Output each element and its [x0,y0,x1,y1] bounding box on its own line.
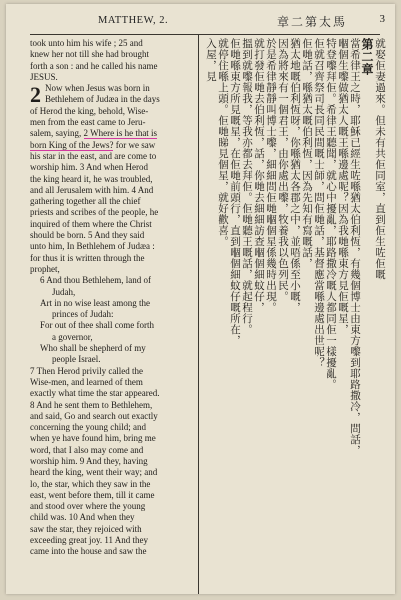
chinese-column: 就打發佢哋去伯利恆，話，你哋去細細訪查嗰個細蚊仔， [253,38,265,313]
text-line: inquired of them where the Christ [30,218,152,229]
text-line: forth a son : and he called his name [30,60,158,71]
text-line: came into the house and saw the [30,546,147,557]
text-line: of Herod the king, behold, Wise- [30,105,149,116]
chinese-column: 嗰個生嚟做猶太人嘅王喺邊處呢？因為我哋喺東方見佢嘅星， [337,38,349,335]
chapter-number: 2 [30,82,41,108]
text-line: and said, Go and search out exactly [30,410,158,421]
chinese-column: 入屋，見 [205,38,217,82]
text-line: gathering together all the chief [30,196,141,207]
page-number: 3 [379,13,385,25]
text-line [30,128,195,139]
text-line: when ye have found him, bring me [30,433,156,444]
quote-line: princes of Judah: [52,309,114,320]
chinese-column: 就停住喺上頭。佢哋睇見個星，就好歡喜。 [217,38,229,247]
quote-line: Who shall be shepherd of my [40,343,146,354]
text-line: the king heard it, he was troubled, [30,173,153,184]
text-line: word, that I also may come and [30,444,144,455]
text-line: heard the king, went their way; and [30,467,158,478]
quote-line: Art in no wise least among the [40,297,150,308]
text-line: child was. 10 And when they [30,512,135,523]
highlighted-text: born King of the Jews? [30,139,114,150]
running-head-english: MATTHEW, 2. [98,15,169,26]
text-line: Now when Jesus was born in [45,83,150,94]
text-line: worship him. 9 And they, having [30,455,148,466]
text-line: men from the east came to Jeru- [30,117,146,128]
chinese-column: 特登嚟拜佢。希律王聽聞，就心中擾亂，耶路撒冷嘅人都同佢一樣擾亂。 [325,38,337,390]
text-line: should be born. 5 And they said [30,230,145,241]
text-line: knew her not till she had brought [30,49,149,60]
text-line: prophet, [30,263,60,274]
chinese-chapter-heading: 第二章 [360,38,374,76]
text-line: Bethlehem of Judæa in the days [45,94,160,105]
chinese-column: 佢哋話，喺猶太嘅伯利恆，因為先知有寫嘅話， [301,38,313,269]
verses-7-11 [30,366,195,558]
highlighted-text: 2 Where is he that is [83,128,158,139]
text-line: 7 Then Herod privily called the [30,365,144,376]
running-head-chinese: 章二第太馬 [276,15,347,29]
chinese-column: 因為將來有一個君王，由你處出嚟，牧養我以色列民。 [277,38,289,302]
text-line: took unto him his wife ; 25 and [30,38,143,48]
bible-page [6,4,395,594]
chinese-column: 當希律王之時，耶穌已經生咗喺猶太伯利恆，有幾個博士由東方嚟到耶路撒冷，問話， [349,38,361,456]
chapter-2-start [30,83,195,275]
text-line: Wise-men, and learned of them [30,376,143,387]
text-fragment: salem, saying, [30,128,84,139]
page-header [6,4,395,34]
text-line: JESUS. [30,71,58,82]
quote-line: 6 And thou Bethlehem, land of [40,275,151,286]
column-divider [198,35,199,594]
quote-line: For out of thee shall come forth [40,320,154,331]
text-line: worship him. 3 And when Herod [30,162,148,173]
quote-line: a governor, [52,331,93,342]
text-line: for thus it is written through the [30,252,145,263]
header-rule [30,34,380,35]
text-line: exceeding great joy. 11 And they [30,535,149,546]
quote-line: Judah, [52,286,76,297]
text-line: exactly what time the star appeared. [30,388,160,399]
text-line: and all Jerusalem with him. 4 And [30,184,154,195]
text-line: unto him, In Bethlehem of Judæa : [30,241,155,252]
text-line: lo, the star, which they saw in the [30,478,151,489]
prophecy-quote [30,275,195,365]
text-fragment: for we saw [113,139,156,150]
text-line: concerning the young child; and [30,422,146,433]
text-line: east, went before them, till it came [30,489,155,500]
chinese-text-column [204,38,386,586]
text-line [30,140,195,151]
english-text-column [30,38,195,558]
quote-line: people Israel. [52,354,101,365]
text-line: saw the star, they rejoiced with [30,523,142,534]
text-line: priests and scribes of the people, he [30,207,159,218]
chinese-column: 搵到就嚟報我，等我亦都去拜佢。佢哋聽王嘅話，就起程行。 [241,38,253,335]
chinese-column: 猶太地嘅伯利恆呀，你喺猶太各郡之中，並唔係至小嘅， [289,38,301,313]
text-line: his star in the east, and are come to [30,150,157,161]
verse-1-25-end [30,38,195,83]
chinese-column: 佢就召齊祭司長同民間嘅士師，問佢哋話，基督應當喺邊處出世呢？ [313,38,325,368]
chinese-column: 就娶佢妻過來。但未有共佢同室，直到佢生咗佢嘅 [374,38,386,280]
chinese-column: 於是希律靜靜叫博士嚟，細細問佢哋嗰個星係幾時出現。 [265,38,277,313]
text-line: and stood over where the young [30,501,146,512]
text-line: 8 And he sent them to Bethlehem, [30,399,153,410]
chinese-column: 佢哋喺東方所見嘅星，在佢哋前頭行，直到嗰個細蚊仔嘅所在， [229,38,241,346]
